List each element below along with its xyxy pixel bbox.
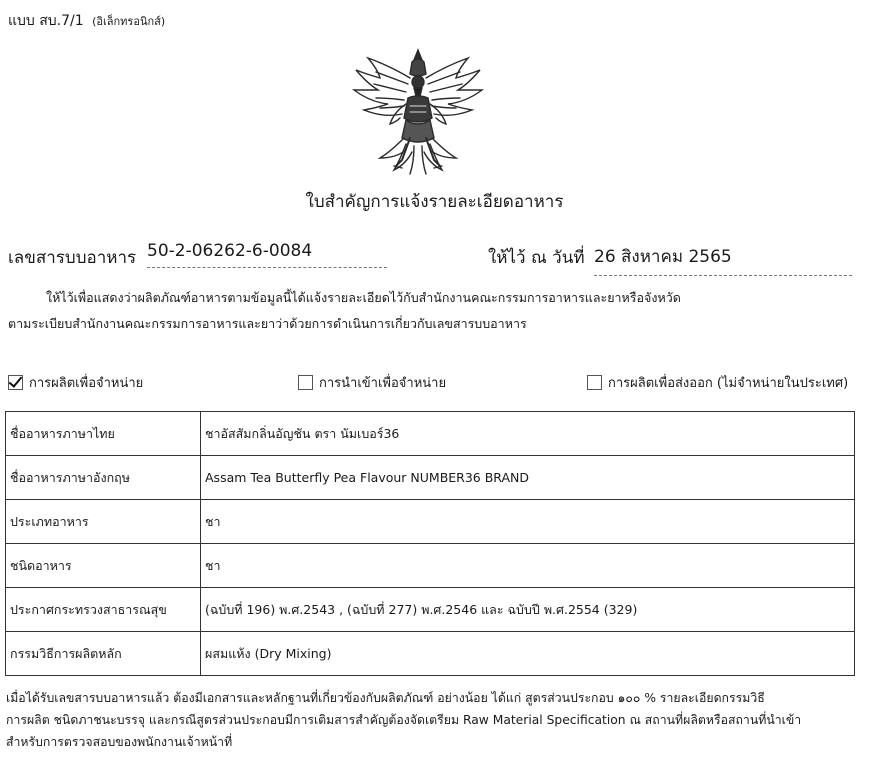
issue-date: 26 สิงหาคม 2565 (594, 243, 852, 276)
field-label: ชื่ออาหารภาษาอังกฤษ (6, 456, 201, 500)
field-label: กรรมวิธีการผลิตหลัก (6, 632, 201, 676)
table-row (6, 632, 855, 676)
field-value: ชา (201, 500, 855, 544)
field-label: ชนิดอาหาร (6, 544, 201, 588)
checkbox-label: การนำเข้าเพื่อจำหน่าย (319, 376, 447, 391)
checkbox-label: การผลิตเพื่อส่งออก (ไม่จำหน่ายในประเทศ) (608, 376, 849, 391)
food-details-table (5, 411, 855, 676)
table-row (6, 588, 855, 632)
issue-date-label: ให้ไว้ ณ วันที่ (488, 248, 585, 268)
intro-line: ตามระเบียบสำนักงานคณะกรรมการอาหารและยาว่าด้วยการดำเนินการเกี่ยวกับเลขสารบบอาหาร (8, 316, 527, 331)
field-label: ชื่ออาหารภาษาไทย (6, 412, 201, 456)
checkbox-label: การผลิตเพื่อจำหน่าย (29, 376, 144, 391)
field-label: ประเภทอาหาร (6, 500, 201, 544)
field-label: ประกาศกระทรวงสาธารณสุข (6, 588, 201, 632)
registration-number: 50-2-06262-6-0084 (147, 241, 387, 268)
document-title: ใบสำคัญการแจ้งรายละเอียดอาหาร (305, 192, 564, 212)
form-code (8, 10, 165, 32)
intro-line: ให้ไว้เพื่อแสดงว่าผลิตภัณฑ์อาหารตามข้อมูลนี้ได้แจ้งรายละเอียดไว้กับสำนักงานคณะกรรมการอาหารและยาหรือจังหวัด (46, 290, 681, 305)
field-value: (ฉบับที่ 196) พ.ศ.2543 , (ฉบับที่ 277) พ.ศ.2546 และ ฉบับปี พ.ศ.2554 (329) (201, 588, 855, 632)
field-value: ผสมแห้ง (Dry Mixing) (201, 632, 855, 676)
checkbox-production-for-export[interactable] (587, 372, 848, 393)
footnote (6, 687, 862, 753)
checkbox-production-for-sale[interactable] (8, 372, 143, 393)
field-value: ชา (201, 544, 855, 588)
table-row (6, 544, 855, 588)
footnote-line: สำหรับการตรวจสอบของพนักงานเจ้าหน้าที่ (6, 735, 233, 749)
checkbox-import-for-sale[interactable] (298, 372, 446, 393)
intro-paragraph (8, 285, 858, 337)
garuda-emblem-icon (350, 48, 486, 180)
form-code-label: แบบ สบ.7/1 (8, 13, 84, 29)
form-code-subtitle: (อิเล็กทรอนิกส์) (92, 15, 166, 28)
checkbox-checked-icon[interactable] (8, 375, 23, 390)
registration-label: เลขสารบบอาหาร (8, 248, 137, 268)
footnote-line: เมื่อได้รับเลขสารบบอาหารแล้ว ต้องมีเอกสารและหลักฐานที่เกี่ยวข้องกับผลิตภัณฑ์ อย่างน้อย ได้แก่ สูตรส่วนประกอบ ๑๐๐ % รายละเอียดกรรมวิธี (6, 691, 765, 705)
footnote-line: การผลิต ชนิดภาชนะบรรจุ และกรณีสูตรส่วนประกอบมีการเติมสารสำคัญต้องจัดเตรียม Raw Material Specification ณ สถานที่ผลิตหรือสถานที่นำเข้า (6, 713, 802, 727)
table-row (6, 456, 855, 500)
checkbox-unchecked-icon[interactable] (298, 375, 313, 390)
table-row (6, 412, 855, 456)
field-value: Assam Tea Butterfly Pea Flavour NUMBER36 BRAND (201, 456, 855, 500)
field-value: ชาอัสสัมกลิ่นอัญชัน ตรา นัมเบอร์36 (201, 412, 855, 456)
checkbox-unchecked-icon[interactable] (587, 375, 602, 390)
table-row (6, 500, 855, 544)
